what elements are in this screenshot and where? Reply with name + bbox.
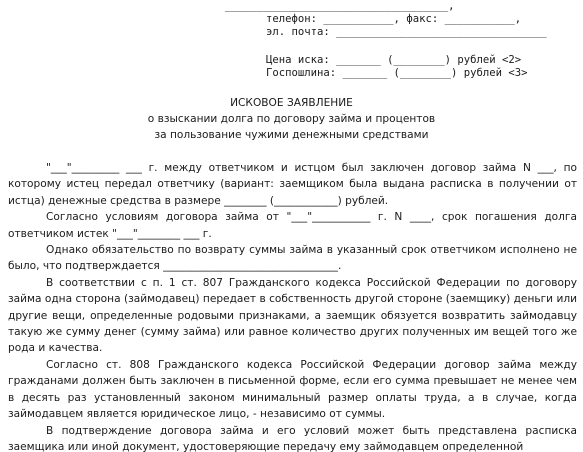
claim-price-line: Цена иска: _______ (________) рублей <2>: [266, 54, 522, 66]
email-line: эл. почта: _________________________________: [266, 26, 547, 38]
state-fee-line: Госпошлина: _______ (________) рублей <3>: [266, 67, 528, 79]
header-line-top: ___________________________________,: [8, 0, 455, 12]
claim-body: [8, 160, 577, 452]
document-title: ИСКОВОЕ ЗАЯВЛЕНИЕ: [230, 97, 353, 109]
paragraph-article-807: В соответствии с п. 1 ст. 807 Гражданского кодекса Российской Федерации по договору займа одна сторона (займодавец) передает в собственность другой стороне (заемщику) деньги или другие вещи, определенные родовыми признаками, а заемщик обязуется возвратить займодавцу такую же сумму денег (сумму займа) или равное количество других полученных им вещей того же рода и качества.: [8, 276, 577, 355]
phone-fax-line: телефон: ___________, факс: ___________,: [266, 13, 522, 25]
paragraph-evidence: В подтверждение договора займа и его условий может быть представлена расписка заемщика или иной документ, удостоверяющие передачу ему займодавцем определенной: [8, 424, 577, 452]
document-subtitle-line2: за пользование чужими денежными средствами: [154, 129, 429, 141]
paragraph-article-808: Согласно ст. 808 Гражданского кодекса Российской Федерации договор займа между гражданами должен быть заключен в письменной форме, если его сумма превышает не менее чем в десять раз установленный законом минимальный размер оплаты труда, а в случае, когда займодавцем является юридическое лицо, - независимо от суммы.: [8, 358, 577, 421]
paragraph-non-performance: Однако обязательство по возврату суммы займа в указанный срок ответчиком исполнено не было, что подтверждается _________________________________.: [8, 244, 577, 273]
paragraph-loan-agreement: "___"_________ ___ г. между ответчиком и истцом был заключен договор займа N ___, по которому истец передал ответчику (вариант: заемщиком была выдана расписка в получении от истца) денежные средства в размере ________ (____________) рублей.: [8, 162, 577, 207]
document-subtitle-line1: о взыскании долга по договору займа и процентов: [147, 113, 436, 125]
paragraph-repayment-term: Согласно условиям договора займа от "___"___________ г. N ____, срок погашения долга ответчиком истек "___"________ ___ г.: [8, 211, 577, 240]
